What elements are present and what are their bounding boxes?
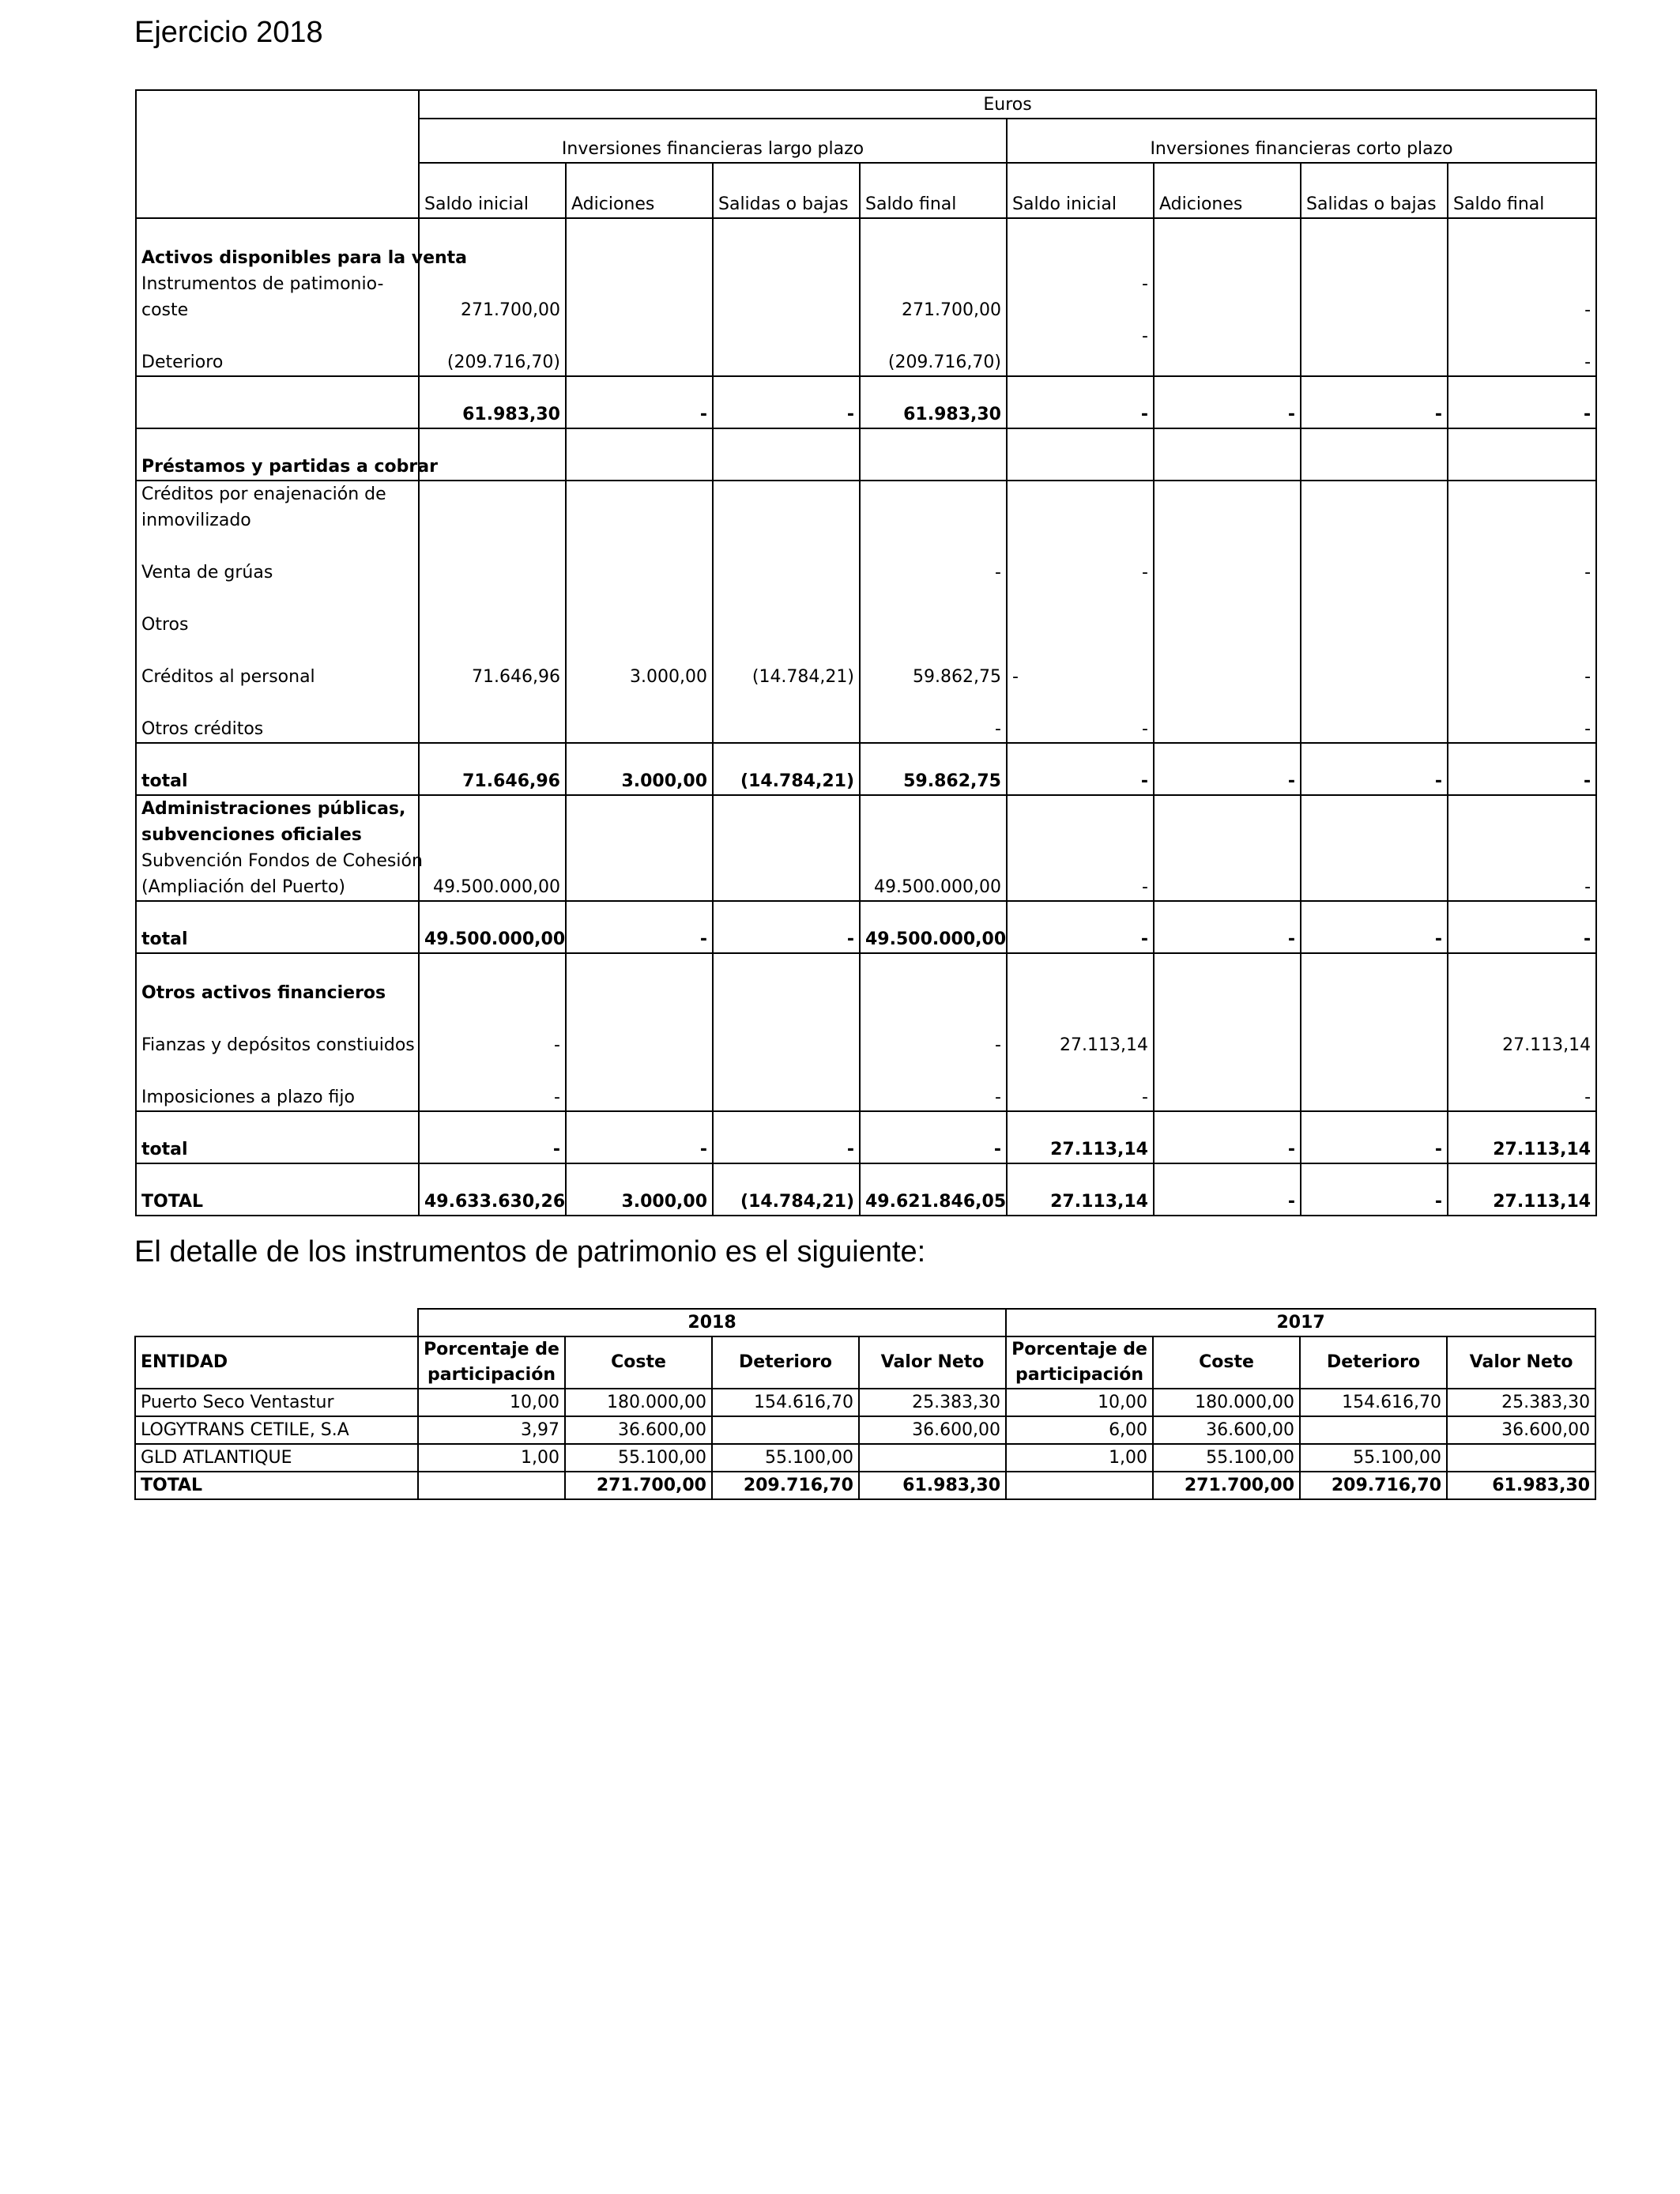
- cell: -: [1448, 901, 1596, 953]
- cell: -: [1154, 901, 1301, 953]
- section1-subtotal-row: [136, 376, 1596, 428]
- row-label: Deterioro: [141, 352, 224, 372]
- cell: [566, 795, 713, 901]
- cell: -: [1301, 1111, 1448, 1163]
- cell: 27.113,14 -: [1007, 953, 1154, 1111]
- cell: [713, 795, 860, 901]
- header-group-short: Inversiones financieras corto plazo: [1007, 119, 1596, 163]
- row-label: total: [136, 743, 419, 795]
- page-title: Ejercicio 2018: [134, 16, 323, 49]
- blank-cell: [135, 1309, 418, 1336]
- section3-block: [136, 795, 1596, 901]
- row-label: TOTAL: [135, 1472, 418, 1499]
- cell: 36.600,00: [859, 1416, 1006, 1444]
- cell: -: [566, 376, 713, 428]
- cell: -: [419, 1111, 566, 1163]
- cell: -: [1154, 1163, 1301, 1216]
- cell: 71.646,96: [419, 743, 566, 795]
- col-header: Salidas o bajas: [1301, 163, 1448, 218]
- cell: 61.983,30: [859, 1472, 1006, 1499]
- cell: 49.500.000,00: [419, 901, 566, 953]
- section-heading: subvenciones oficiales: [141, 825, 362, 845]
- investments-table: [135, 89, 1597, 1216]
- col-header: Saldo inicial: [419, 163, 566, 218]
- cell: [1154, 481, 1301, 743]
- cell: -: [1301, 743, 1448, 795]
- row-label: Créditos al personal: [141, 667, 315, 687]
- cell: [1301, 481, 1448, 743]
- table-row: [135, 1389, 1595, 1416]
- section-heading: Préstamos y partidas a cobrar: [136, 428, 419, 481]
- cell: [566, 953, 713, 1111]
- header-row-currency: [136, 90, 1596, 119]
- cell: 55.100,00: [1300, 1444, 1447, 1472]
- col-header: Coste: [565, 1336, 712, 1389]
- cell: [1154, 953, 1301, 1111]
- cell: -: [713, 901, 860, 953]
- section4-block: [136, 953, 1596, 1111]
- section2-total-row: [136, 743, 1596, 795]
- col-header: Saldo final: [1448, 163, 1596, 218]
- cell: 10,00: [1006, 1389, 1153, 1416]
- cell: - -: [419, 953, 566, 1111]
- cell: 1,00: [418, 1444, 565, 1472]
- cell: (14.784,21): [713, 481, 860, 743]
- cell: 49.500.000,00: [419, 795, 566, 901]
- cell: -: [713, 376, 860, 428]
- section1-labels: [136, 218, 468, 376]
- section4-labels: [136, 953, 419, 1111]
- grand-total-row: [136, 1163, 1596, 1216]
- cell: 6,00: [1006, 1416, 1153, 1444]
- row-label: Fianzas y depósitos constiuidos: [141, 1035, 415, 1055]
- col-header: Salidas o bajas: [713, 163, 860, 218]
- section1-block: [136, 218, 1596, 376]
- entity-name: GLD ATLANTIQUE: [135, 1444, 418, 1472]
- cell: 59.862,75: [860, 743, 1007, 795]
- entity-name: Puerto Seco Ventastur: [135, 1389, 418, 1416]
- cell: - -: [1007, 218, 1154, 376]
- col-header: Coste: [1153, 1336, 1300, 1389]
- cell: [713, 218, 860, 376]
- cell: 209.716,70: [1300, 1472, 1447, 1499]
- cell: 27.113,14 -: [1448, 953, 1596, 1111]
- entity-header: ENTIDAD: [135, 1336, 418, 1389]
- cell: 49.500.000,00: [860, 795, 1007, 901]
- cell: 61.983,30: [860, 376, 1007, 428]
- col-header: Porcentaje de participación: [1006, 1336, 1153, 1389]
- col-header: Adiciones: [1154, 163, 1301, 218]
- col-header: Valor Neto: [859, 1336, 1006, 1389]
- cell: 27.113,14: [1448, 1111, 1596, 1163]
- row-label: Venta de grúas: [141, 563, 273, 582]
- cell: 271.700,00: [1153, 1472, 1300, 1499]
- header-blank: [136, 90, 419, 218]
- table-row: [135, 1416, 1595, 1444]
- section2-heading-row: [136, 428, 1596, 481]
- col-header: Deterioro: [712, 1336, 859, 1389]
- cell: 61.983,30: [419, 376, 566, 428]
- col-header: Valor Neto: [1447, 1336, 1595, 1389]
- section3-labels: [136, 795, 423, 901]
- cell: 55.100,00: [565, 1444, 712, 1472]
- cell: 36.600,00: [1447, 1416, 1595, 1444]
- cell: 271.700,00 (209.716,70): [860, 218, 1007, 376]
- cell: 1,00: [1006, 1444, 1153, 1472]
- cell: -: [1007, 376, 1154, 428]
- cell: [1301, 795, 1448, 901]
- cell: - 59.862,75 -: [860, 481, 1007, 743]
- cell: 49.500.000,00: [860, 901, 1007, 953]
- cell: -: [1007, 743, 1154, 795]
- row-label: (Ampliación del Puerto): [141, 877, 346, 897]
- cell: 180.000,00: [1153, 1389, 1300, 1416]
- equity-detail-table: [134, 1308, 1596, 1500]
- header-currency: Euros: [419, 90, 1596, 119]
- cell: -: [1448, 376, 1596, 428]
- cell: -: [1448, 743, 1596, 795]
- detail-title: El detalle de los instrumentos de patrimonio es el siguiente:: [134, 1235, 926, 1269]
- row-label: TOTAL: [136, 1163, 419, 1216]
- cell: 271.700,00: [565, 1472, 712, 1499]
- cell: [713, 953, 860, 1111]
- cell: 3.000,00: [566, 743, 713, 795]
- year-header: 2018: [418, 1309, 1006, 1336]
- cell: -: [713, 1111, 860, 1163]
- cell: - - -: [1007, 481, 1154, 743]
- cell: 49.633.630,26: [419, 1163, 566, 1216]
- cell: 27.113,14: [1007, 1163, 1154, 1216]
- cell: 36.600,00: [1153, 1416, 1300, 1444]
- row-label: Otros: [141, 615, 189, 635]
- row-label: total: [136, 901, 419, 953]
- cell: -: [1154, 743, 1301, 795]
- cell: - -: [860, 953, 1007, 1111]
- cell: 25.383,30: [859, 1389, 1006, 1416]
- col-header: Saldo final: [860, 163, 1007, 218]
- section-heading: Otros activos financieros: [141, 983, 386, 1003]
- cell: [1301, 218, 1448, 376]
- cell: -: [1007, 901, 1154, 953]
- cell: -: [1154, 1111, 1301, 1163]
- cell: 36.600,00: [565, 1416, 712, 1444]
- col-header: Deterioro: [1300, 1336, 1447, 1389]
- cell: -: [1448, 795, 1596, 901]
- cell: 71.646,96: [419, 481, 566, 743]
- row-label: Instrumentos de patimonio-: [141, 274, 384, 294]
- header-group-long: Inversiones financieras largo plazo: [419, 119, 1007, 163]
- section3-total-row: [136, 901, 1596, 953]
- table-row: [135, 1444, 1595, 1472]
- year-header: 2017: [1006, 1309, 1595, 1336]
- col-header: Adiciones: [566, 163, 713, 218]
- row-label: Otros créditos: [141, 719, 264, 739]
- row-label: total: [136, 1111, 419, 1163]
- cell: -: [566, 1111, 713, 1163]
- row-label: coste: [141, 300, 189, 320]
- cell: 271.700,00 (209.716,70): [419, 218, 566, 376]
- cell: [1301, 953, 1448, 1111]
- cell: 27.113,14: [1007, 1111, 1154, 1163]
- cell: 154.616,70: [712, 1389, 859, 1416]
- row-label: Subvención Fondos de Cohesión: [141, 851, 423, 871]
- cell: (14.784,21): [713, 1163, 860, 1216]
- cell: 61.983,30: [1447, 1472, 1595, 1499]
- cell: 27.113,14: [1448, 1163, 1596, 1216]
- cell: -: [1301, 376, 1448, 428]
- row-label: inmovilizado: [141, 511, 251, 530]
- cell: -: [1007, 795, 1154, 901]
- section-heading: Administraciones públicas,: [141, 799, 406, 819]
- detail-year-row: [135, 1309, 1595, 1336]
- cell: 49.621.846,05: [860, 1163, 1007, 1216]
- row-label: [136, 376, 419, 428]
- col-header: Porcentaje de participación: [418, 1336, 565, 1389]
- row-label: Imposiciones a plazo fijo: [141, 1088, 355, 1107]
- cell: 3,97: [418, 1416, 565, 1444]
- cell: - - -: [1448, 481, 1596, 743]
- cell: -: [1301, 1163, 1448, 1216]
- cell: -: [860, 1111, 1007, 1163]
- cell: [1300, 1416, 1447, 1444]
- cell: - -: [1448, 218, 1596, 376]
- cell: 25.383,30: [1447, 1389, 1595, 1416]
- cell: 209.716,70: [712, 1472, 859, 1499]
- cell: -: [1154, 376, 1301, 428]
- cell: 55.100,00: [712, 1444, 859, 1472]
- cell: [859, 1444, 1006, 1472]
- detail-header-row: [135, 1336, 1595, 1389]
- cell: -: [566, 901, 713, 953]
- cell: 180.000,00: [565, 1389, 712, 1416]
- section-heading: Activos disponibles para la venta: [141, 248, 468, 268]
- detail-total-row: [135, 1472, 1595, 1499]
- cell: [418, 1472, 565, 1499]
- cell: [1154, 795, 1301, 901]
- cell: (14.784,21): [713, 743, 860, 795]
- entity-name: LOGYTRANS CETILE, S.A: [135, 1416, 418, 1444]
- cell: 55.100,00: [1153, 1444, 1300, 1472]
- row-label: Créditos por enajenación de: [141, 484, 386, 504]
- section2-block: [136, 481, 1596, 743]
- cell: 10,00: [418, 1389, 565, 1416]
- section2-labels: [136, 481, 419, 743]
- cell: [566, 218, 713, 376]
- cell: [1006, 1472, 1153, 1499]
- cell: [712, 1416, 859, 1444]
- cell: -: [1301, 901, 1448, 953]
- cell: [1447, 1444, 1595, 1472]
- cell: 3.000,00: [566, 1163, 713, 1216]
- cell: [1154, 218, 1301, 376]
- col-header: Saldo inicial: [1007, 163, 1154, 218]
- section4-total-row: [136, 1111, 1596, 1163]
- cell: 154.616,70: [1300, 1389, 1447, 1416]
- cell: 3.000,00: [566, 481, 713, 743]
